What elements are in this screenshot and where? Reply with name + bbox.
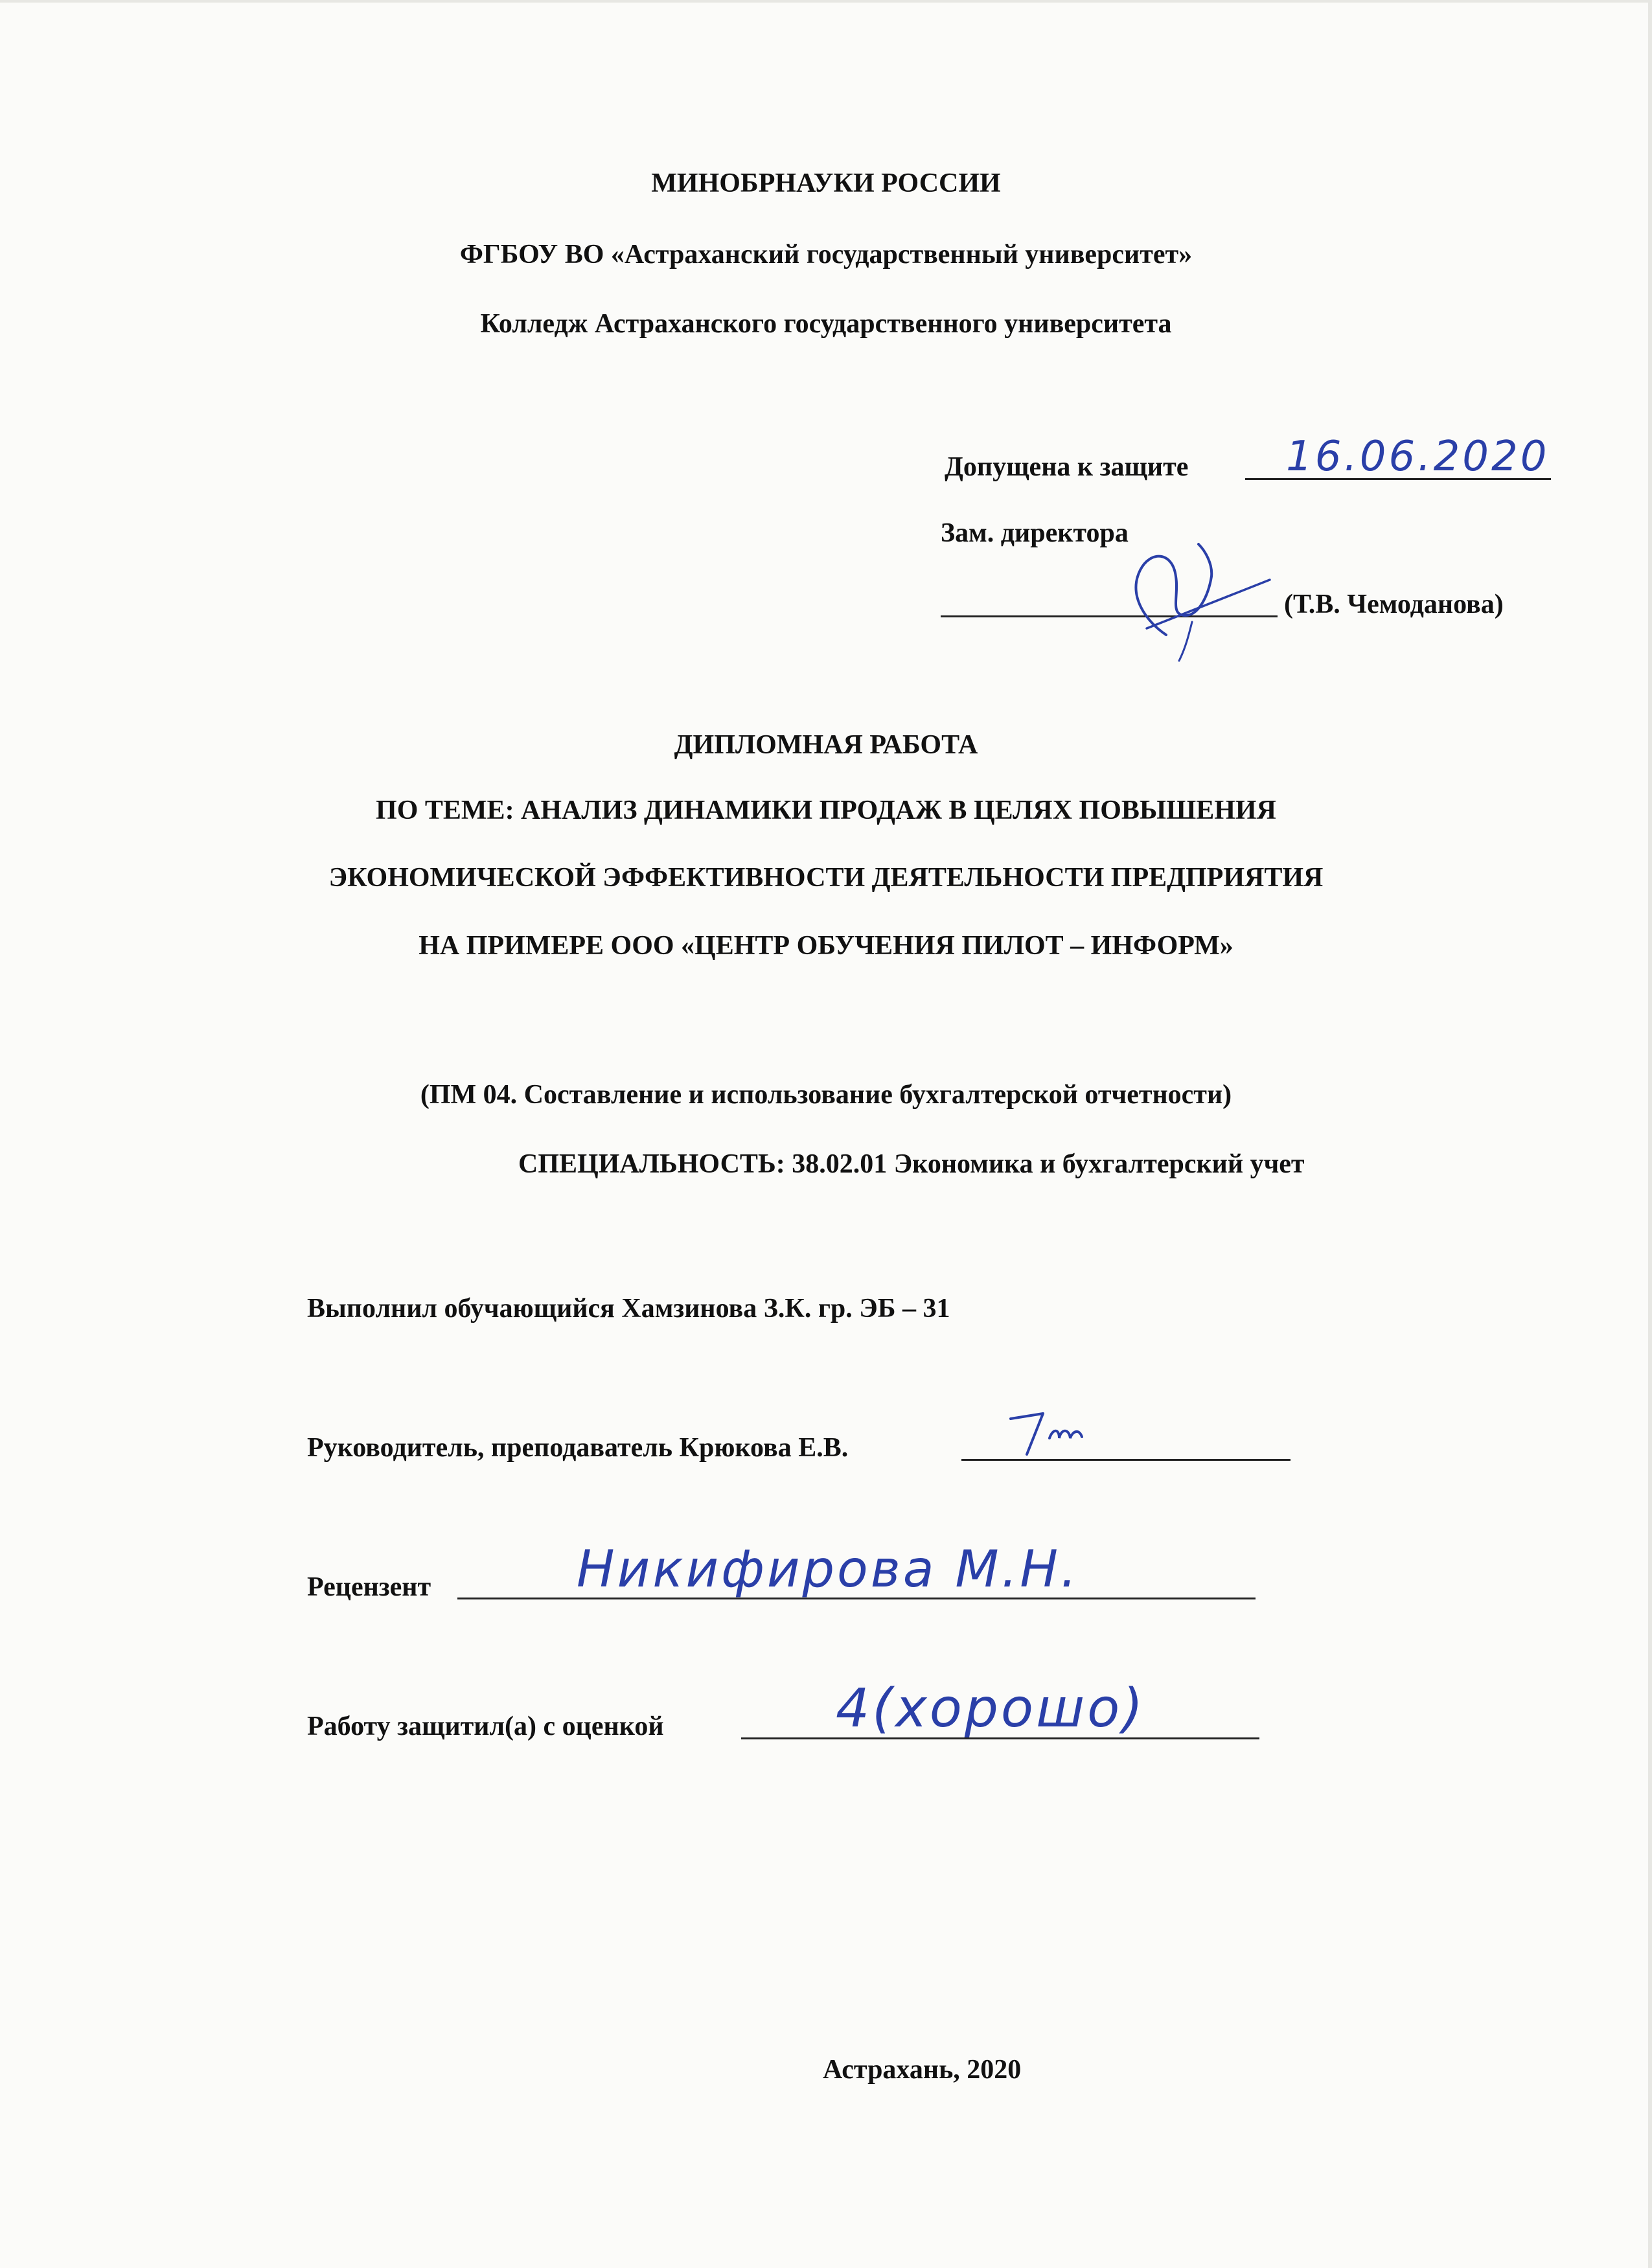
city-year: Астрахань, 2020 <box>823 2055 1022 2085</box>
supervisor-label: Руководитель, преподаватель Крюкова Е.В. <box>307 1433 849 1463</box>
scan-edge-top <box>0 0 1652 3</box>
college-name: Колледж Астраханского государственного университета <box>480 309 1172 339</box>
deputy-director-label: Зам. директора <box>941 518 1129 548</box>
director-name: (Т.В. Чемоданова) <box>1284 590 1504 619</box>
grade-handwritten: 4(хорошо) <box>836 1678 1146 1739</box>
reviewer-label: Рецензент <box>307 1572 431 1602</box>
topic-line-2: ЭКОНОМИЧЕСКОЙ ЭФФЕКТИВНОСТИ ДЕЯТЕЛЬНОСТИ ПРЕДПРИЯТИЯ <box>328 863 1324 893</box>
document-title: ДИПЛОМНАЯ РАБОТА <box>674 730 978 760</box>
reviewer-name-handwritten: Никифирова М.Н. <box>577 1541 1079 1599</box>
module-name: (ПМ 04. Составление и использование бухгалтерской отчетности) <box>420 1080 1232 1110</box>
director-signature <box>1088 525 1283 674</box>
supervisor-signature <box>998 1399 1114 1464</box>
scan-edge-right <box>1648 0 1652 2268</box>
grade-label: Работу защитил(а) с оценкой <box>307 1712 664 1741</box>
topic-line-1: ПО ТЕМЕ: АНАЛИЗ ДИНАМИКИ ПРОДАЖ В ЦЕЛЯХ ПОВЫШЕНИЯ <box>376 796 1276 825</box>
ministry-heading: МИНОБРНАУКИ РОССИИ <box>651 168 1001 198</box>
university-name: ФГБОУ ВО «Астраханский государственный университет» <box>459 240 1193 269</box>
admitted-label: Допущена к защите <box>945 452 1189 482</box>
specialty-line: СПЕЦИАЛЬНОСТЬ: 38.02.01 Экономика и бухгалтерский учет <box>518 1149 1305 1179</box>
admitted-date-handwritten: 16.06.2020 <box>1286 433 1550 481</box>
topic-line-3: НА ПРИМЕРЕ ООО «ЦЕНТР ОБУЧЕНИЯ ПИЛОТ – ИНФОРМ» <box>419 931 1233 961</box>
student-line: Выполнил обучающийся Хамзинова З.К. гр. ЭБ – 31 <box>307 1294 950 1323</box>
